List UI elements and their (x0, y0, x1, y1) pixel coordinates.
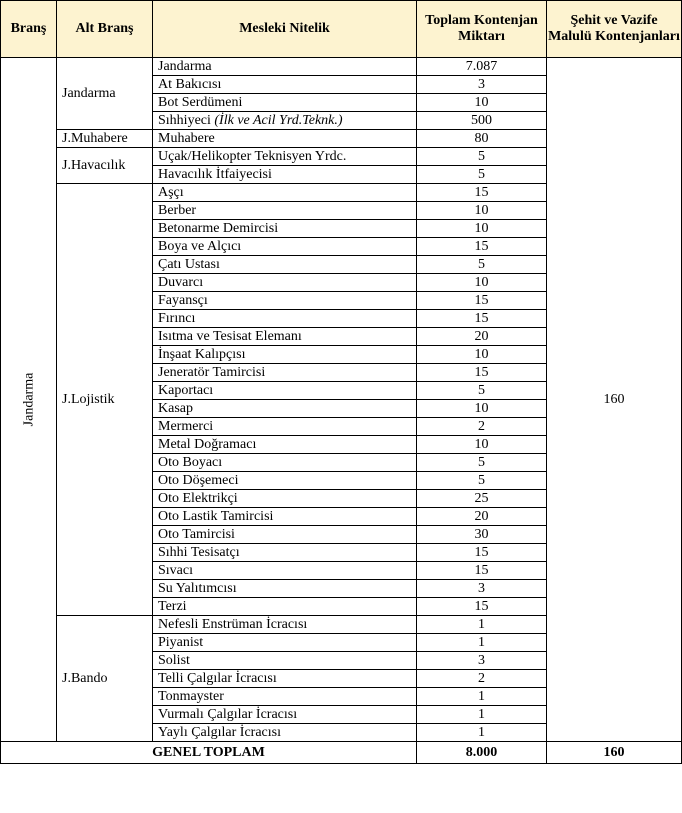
nitelik-cell (153, 616, 417, 634)
nitelik-cell (153, 436, 417, 454)
nitelik-cell (153, 274, 417, 292)
nitelik-label: Berber (158, 203, 197, 218)
miktar-cell: 15 (417, 184, 547, 202)
nitelik-cell (153, 382, 417, 400)
table-row (1, 58, 682, 76)
nitelik-label: Sıvacı (158, 563, 193, 578)
miktar-cell: 80 (417, 130, 547, 148)
nitelik-label: Duvarcı (158, 275, 204, 290)
nitelik-label: Havacılık İtfaiyecisi (158, 167, 272, 182)
nitelik-label: Oto Elektrikçi (158, 491, 238, 506)
miktar-cell: 15 (417, 598, 547, 616)
nitelik-label: Oto Tamircisi (158, 527, 235, 542)
header-sehit-kontenjan: Şehit ve Vazife Malulü Kontenjanları (547, 1, 682, 58)
nitelik-cell (153, 562, 417, 580)
miktar-cell: 5 (417, 382, 547, 400)
nitelik-cell (153, 112, 417, 130)
nitelik-cell (153, 310, 417, 328)
nitelik-label: Tonmayster (158, 689, 224, 704)
total-label: GENEL TOPLAM (1, 742, 417, 764)
nitelik-cell (153, 598, 417, 616)
nitelik-cell (153, 256, 417, 274)
nitelik-cell (153, 202, 417, 220)
header-row (1, 1, 682, 58)
nitelik-label: At Bakıcısı (158, 77, 222, 92)
nitelik-cell (153, 184, 417, 202)
miktar-cell: 1 (417, 724, 547, 742)
miktar-cell: 15 (417, 238, 547, 256)
nitelik-cell (153, 724, 417, 742)
nitelik-cell (153, 220, 417, 238)
nitelik-label: Çatı Ustası (158, 257, 220, 272)
miktar-cell: 3 (417, 580, 547, 598)
nitelik-cell (153, 94, 417, 112)
nitelik-label: Jeneratör Tamircisi (158, 365, 266, 380)
miktar-cell: 7.087 (417, 58, 547, 76)
nitelik-label: Sıhhiyeci (158, 113, 211, 128)
miktar-cell: 500 (417, 112, 547, 130)
total-row (1, 742, 682, 764)
brans-label: Jandarma (21, 372, 36, 427)
nitelik-label: Oto Lastik Tamircisi (158, 509, 274, 524)
nitelik-label: Telli Çalgılar İcracısı (158, 671, 277, 686)
nitelik-label: Isıtma ve Tesisat Elemanı (158, 329, 302, 344)
nitelik-cell (153, 400, 417, 418)
miktar-cell: 10 (417, 400, 547, 418)
header-alt-brans: Alt Branş (57, 1, 153, 58)
nitelik-label: Fırıncı (158, 311, 196, 326)
nitelik-label: Uçak/Helikopter Teknisyen Yrdc. (158, 149, 347, 164)
nitelik-label: Jandarma (158, 59, 212, 74)
nitelik-label: Kasap (158, 401, 193, 416)
nitelik-cell (153, 688, 417, 706)
miktar-cell: 20 (417, 508, 547, 526)
header-mesleki-nitelik: Mesleki Nitelik (153, 1, 417, 58)
nitelik-label: Kaportacı (158, 383, 214, 398)
alt-brans-cell: J.Muhabere (57, 130, 153, 148)
nitelik-cell (153, 292, 417, 310)
nitelik-cell (153, 166, 417, 184)
sehit-kontenjan-cell: 160 (547, 58, 682, 742)
miktar-cell: 10 (417, 220, 547, 238)
miktar-cell: 10 (417, 274, 547, 292)
nitelik-label: Piyanist (158, 635, 204, 650)
miktar-cell: 1 (417, 634, 547, 652)
miktar-cell: 5 (417, 166, 547, 184)
miktar-cell: 5 (417, 472, 547, 490)
alt-brans-cell: J.Havacılık (57, 148, 153, 184)
miktar-cell: 5 (417, 256, 547, 274)
miktar-cell: 1 (417, 688, 547, 706)
nitelik-label: Yaylı Çalgılar İcracısı (158, 725, 281, 740)
nitelik-label: Boya ve Alçıcı (158, 239, 242, 254)
total-sehit: 160 (547, 742, 682, 764)
miktar-cell: 10 (417, 94, 547, 112)
nitelik-label: Nefesli Enstrüman İcracısı (158, 617, 308, 632)
miktar-cell: 10 (417, 436, 547, 454)
alt-brans-cell: Jandarma (57, 58, 153, 130)
nitelik-label: Aşçı (158, 185, 184, 200)
miktar-cell: 10 (417, 202, 547, 220)
miktar-cell: 3 (417, 76, 547, 94)
nitelik-cell (153, 652, 417, 670)
nitelik-cell (153, 454, 417, 472)
nitelik-label: Terzi (158, 599, 187, 614)
nitelik-label: Bot Serdümeni (158, 95, 243, 110)
nitelik-label: Mermerci (158, 419, 214, 434)
brans-cell (1, 58, 57, 742)
miktar-cell: 5 (417, 148, 547, 166)
miktar-cell: 15 (417, 364, 547, 382)
total-miktar: 8.000 (417, 742, 547, 764)
header-brans: Branş (1, 1, 57, 58)
nitelik-cell (153, 580, 417, 598)
miktar-cell: 25 (417, 490, 547, 508)
miktar-cell: 15 (417, 310, 547, 328)
nitelik-cell (153, 544, 417, 562)
table-body (1, 58, 682, 742)
alt-brans-cell: J.Bando (57, 616, 153, 742)
nitelik-cell (153, 328, 417, 346)
miktar-cell: 10 (417, 346, 547, 364)
nitelik-label: Fayansçı (158, 293, 208, 308)
miktar-cell: 3 (417, 652, 547, 670)
nitelik-cell (153, 130, 417, 148)
nitelik-cell (153, 706, 417, 724)
nitelik-cell (153, 58, 417, 76)
nitelik-label: İnşaat Kalıpçısı (158, 347, 246, 362)
header-toplam-kontenjan: Toplam Kontenjan Miktarı (417, 1, 547, 58)
nitelik-cell (153, 346, 417, 364)
nitelik-cell (153, 238, 417, 256)
nitelik-cell (153, 418, 417, 436)
miktar-cell: 20 (417, 328, 547, 346)
nitelik-cell (153, 76, 417, 94)
nitelik-label: Betonarme Demircisi (158, 221, 279, 236)
miktar-cell: 2 (417, 670, 547, 688)
nitelik-note: (İlk ve Acil Yrd.Teknk.) (214, 113, 343, 128)
nitelik-label: Solist (158, 653, 190, 668)
nitelik-label: Vurmalı Çalgılar İcracısı (158, 707, 298, 722)
nitelik-label: Muhabere (158, 131, 215, 146)
nitelik-label: Sıhhi Tesisatçı (158, 545, 240, 560)
miktar-cell: 15 (417, 292, 547, 310)
miktar-cell: 2 (417, 418, 547, 436)
nitelik-label: Su Yalıtımcısı (158, 581, 237, 596)
nitelik-cell (153, 508, 417, 526)
nitelik-label: Oto Boyacı (158, 455, 223, 470)
miktar-cell: 1 (417, 616, 547, 634)
miktar-cell: 15 (417, 562, 547, 580)
alt-brans-cell: J.Lojistik (57, 184, 153, 616)
nitelik-cell (153, 490, 417, 508)
nitelik-cell (153, 634, 417, 652)
miktar-cell: 5 (417, 454, 547, 472)
nitelik-label: Metal Doğramacı (158, 437, 257, 452)
nitelik-label: Oto Döşemeci (158, 473, 239, 488)
nitelik-cell (153, 364, 417, 382)
nitelik-cell (153, 670, 417, 688)
miktar-cell: 1 (417, 706, 547, 724)
nitelik-cell (153, 148, 417, 166)
miktar-cell: 30 (417, 526, 547, 544)
nitelik-cell (153, 526, 417, 544)
miktar-cell: 15 (417, 544, 547, 562)
nitelik-cell (153, 472, 417, 490)
